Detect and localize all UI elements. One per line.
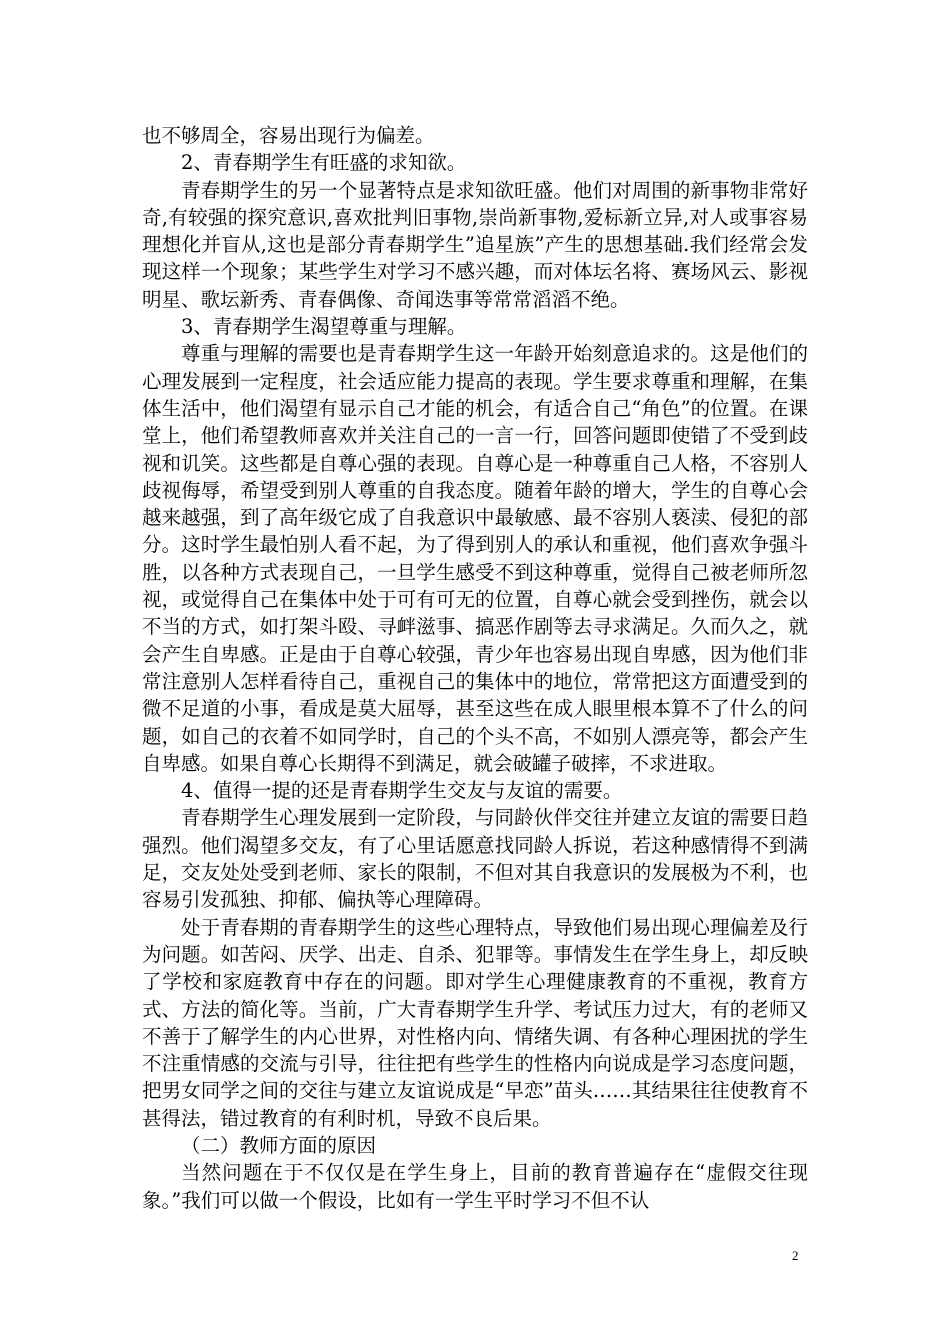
paragraph-3: 青春期学生的另一个显著特点是求知欲旺盛。他们对周围的新事物非常好奇,有较强的探究意识,喜欢批判旧事物,崇尚新事物,爱标新立异,对人或事容易理想化并盲从,这也是部分青春期学生”追星族”产生的思想基础.我们经常会发现这样一个现象；某些学生对学习不感兴趣，而对体坛名将、赛场风云、影视明星、歌坛新秀、青春偶像、奇闻迭事等常常滔滔不绝。	[142, 178, 808, 311]
page-number: 2	[792, 1248, 799, 1263]
paragraph-8: 处于青春期的青春期学生的这些心理特点，导致他们易出现心理偏差及行为问题。如苦闷、厌学、出走、自杀、犯罪等。事情发生在学生身上，却反映了学校和家庭教育中存在的问题。即对学生心理健康教育的不重视，教育方式、方法的简化等。当前，广大青春期学生升学、考试压力过大，有的老师又不善于了解学生的内心世界，对性格内向、情绪失调、有各种心理困扰的学生不注重情感的交流与引导，往往把有些学生的性格内向说成是学习态度问题，把男女同学之间的交往与建立友谊说成是“早恋”苗头……其结果往往使教育不甚得法，错过教育的有利时机，导致不良后果。	[142, 915, 808, 1130]
paragraph-4-heading: 3、青春期学生渴望尊重与理解。	[181, 315, 467, 339]
document-body	[142, 122, 808, 1214]
paragraph-2-heading: 2、青春期学生有旺盛的求知欲。	[181, 151, 467, 175]
paragraph-5: 尊重与理解的需要也是青春期学生这一年龄开始刻意追求的。这是他们的心理发展到一定程度，社会适应能力提高的表现。学生要求尊重和理解，在集体生活中，他们渴望有显示自己才能的机会，有适合自己“角色”的位置。在课堂上，他们希望教师喜欢并关注自己的一言一行，回答问题即使错了不受到歧视和讥笑。这些都是自尊心强的表现。自尊心是一种尊重自己人格，不容别人歧视侮辱，希望受到别人尊重的自我态度。随着年龄的增大，学生的自尊心会越来越强，到了高年级它成了自我意识中最敏感、最不容别人亵渎、侵犯的部分。这时学生最怕别人看不起，为了得到别人的承认和重视，他们喜欢争强斗胜，以各种方式表现自己，一旦学生感受不到这种尊重，觉得自己被老师所忽视，或觉得自己在集体中处于可有可无的位置，自尊心就会受到挫伤，就会以不当的方式，如打架斗殴、寻衅滋事、搞恶作剧等去寻求满足。久而久之，就会产生自卑感。正是由于自尊心较强，青少年也容易出现自卑感，因为他们非常注意别人怎样看待自己，重视自己的集体中的地位，常常把这方面遭受到的微不足道的小事，看成是莫大屈辱，甚至这些在成人眼里根本算不了什么的问题，如自己的衣着不如同学时，自己的个头不高，不如别人漂亮等，都会产生自卑感。如果自尊心长期得不到满足，就会破罐子破摔，不求进取。	[142, 342, 808, 775]
paragraph-10: 当然问题在于不仅仅是在学生身上，目前的教育普遍存在“虚假交往现象。”我们可以做一个假设，比如有一学生平时学习不但不认	[142, 1161, 808, 1212]
paragraph-9-heading: （二）教师方面的原因	[181, 1133, 377, 1157]
paragraph-7: 青春期学生心理发展到一定阶段，与同龄伙伴交往并建立友谊的需要日趋强烈。他们渴望多交友，有了心里话愿意找同龄人拆说，若这种感情得不到满足，交友处处受到老师、家长的限制，不但对其自我意识的发展极为不利，也容易引发孤独、抑郁、偏执等心理障碍。	[142, 806, 808, 912]
paragraph-1: 也不够周全，容易出现行为偏差。	[142, 124, 435, 147]
paragraph-6-heading: 4、值得一提的还是青春期学生交友与友谊的需要。	[181, 779, 623, 803]
